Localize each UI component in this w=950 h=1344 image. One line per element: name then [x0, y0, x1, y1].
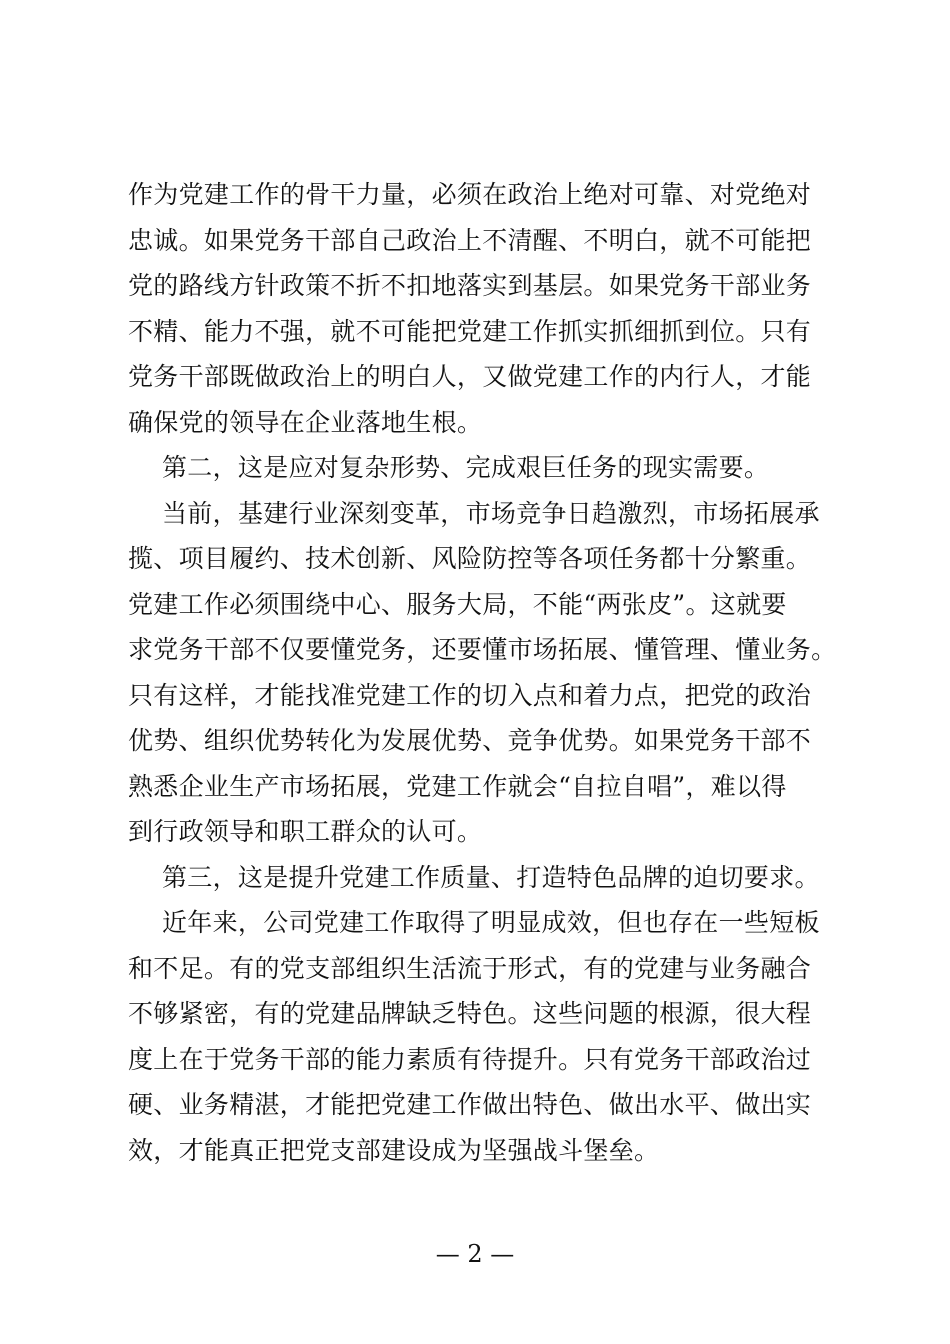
text-line: 党的路线方针政策不折不扣地落实到基层。如果党务干部业务	[128, 271, 812, 300]
text-line: 近年来，公司党建工作取得了明显成效，但也存在一些短板	[162, 908, 820, 937]
text-line: 只有这样，才能找准党建工作的切入点和着力点，把党的政治	[128, 680, 812, 710]
text-line: 第三，这是提升党建工作质量、打造特色品牌的迫切要求。	[162, 862, 820, 892]
text-line: 不够紧密，有的党建品牌缺乏特色。这些问题的根源，很大程	[128, 999, 812, 1028]
text-line: 作为党建工作的骨干力量，必须在政治上绝对可靠、对党绝对	[128, 180, 812, 209]
text-line: 党建工作必须围绕中心、服务大局，不能“两张皮”。这就要	[128, 589, 787, 619]
text-line: 求党务干部不仅要懂党务，还要懂市场拓展、懂管理、懂业务。	[128, 635, 837, 664]
text-line: 效，才能真正把党支部建设成为坚强战斗堡垒。	[128, 1135, 660, 1165]
text-line: 第二，这是应对复杂形势、完成艰巨任务的现实需要。	[162, 453, 770, 482]
text-line: 确保党的领导在企业落地生根。	[128, 407, 483, 437]
text-line: 到行政领导和职工群众的认可。	[128, 817, 483, 846]
text-line: 党务干部既做政治上的明白人，又做党建工作的内行人，才能	[128, 362, 812, 391]
text-line: 熟悉企业生产市场拓展，党建工作就会“自拉自唱”，难以得	[128, 771, 787, 801]
text-line: 不精、能力不强，就不可能把党建工作抓实抓细抓到位。只有	[128, 316, 812, 346]
text-line: 揽、项目履约、技术创新、风险防控等各项任务都十分繁重。	[128, 544, 812, 573]
document-body	[128, 172, 842, 1173]
text-line: 优势、组织优势转化为发展优势、竞争优势。如果党务干部不	[128, 726, 812, 755]
text-line: 和不足。有的党支部组织生活流于形式，有的党建与业务融合	[128, 953, 812, 983]
text-line: 硬、业务精湛，才能把党建工作做出特色、做出水平、做出实	[128, 1090, 812, 1119]
text-line: 忠诚。如果党务干部自己政治上不清醒、不明白，就不可能把	[128, 225, 812, 255]
page-number: — 2 —	[435, 1240, 515, 1268]
text-line: 度上在于党务干部的能力素质有待提升。只有党务干部政治过	[128, 1044, 812, 1074]
text-line: 当前，基建行业深刻变革，市场竞争日趋激烈，市场拓展承	[162, 498, 820, 528]
